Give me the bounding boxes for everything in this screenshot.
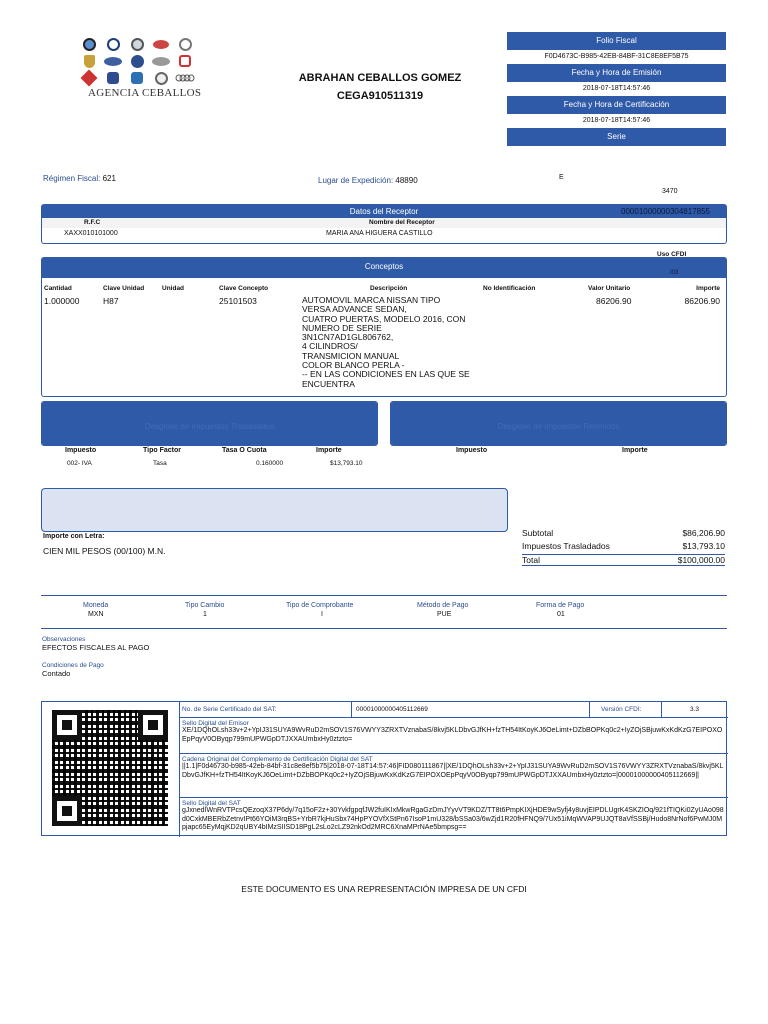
total-label: Total (522, 555, 540, 565)
metodo-pago-label: Método de Pago (417, 602, 469, 609)
payment-info (41, 595, 727, 629)
receptor-name: MARIA ANA HIGUERA CASTILLO (326, 230, 433, 237)
vw-logo-icon (102, 36, 124, 52)
conceptos-header (42, 258, 726, 278)
issuer-rfc: CEGA910511319 (336, 90, 424, 102)
regimen-fiscal (43, 174, 116, 183)
lugar-label: Lugar de Expedición: (318, 176, 394, 185)
volvo-logo-icon (126, 36, 148, 52)
observaciones-value: EFECTOS FISCALES AL PAGO (42, 643, 150, 652)
col-descripcion: Descripción (370, 285, 408, 292)
traslados-col-importe: Importe (316, 447, 342, 454)
subtotal-label: Subtotal (522, 528, 554, 538)
col-clave-concepto: Clave Concepto (219, 285, 269, 292)
tipo-comprobante-label: Tipo de Comprobante (286, 602, 354, 609)
totals-panel (522, 528, 725, 566)
desc-line: VERSA ADVANCE SEDAN, (302, 304, 407, 315)
folio-fiscal-value: F0D4673C-B985-42EB-84BF-31C8E8EF5B75 (544, 53, 689, 60)
col-valor-unitario: Valor Unitario (588, 285, 631, 292)
tipo-cambio-label: Tipo Cambio (185, 602, 225, 609)
serie-label: Serie (507, 128, 726, 146)
condiciones-label: Condiciones de Pago (42, 662, 104, 669)
lugar-expedicion (318, 176, 418, 185)
rfc-label: R.F.C (84, 219, 101, 226)
folio-fiscal-label: Folio Fiscal (507, 32, 726, 50)
col-no-identificacion: No Identificación (483, 285, 536, 292)
version-cfdi-label: Versión CFDI: (601, 706, 642, 713)
receptor-title: Datos del Receptor (349, 207, 419, 216)
footer-note: ESTE DOCUMENTO ES UNA REPRESENTACIÓN IMPRESA DE UN CFDI (241, 884, 527, 894)
mercedes-logo-icon (174, 36, 196, 52)
folio-number: 3470 (662, 188, 678, 195)
desc-line: TRANSMICION MANUAL (302, 350, 400, 361)
moneda-label: Moneda (83, 602, 109, 609)
tipo-letter: E (559, 174, 564, 181)
uso-cfdi-value: I03 (670, 270, 679, 276)
brand-logos (78, 36, 201, 99)
bmw-logo-icon (78, 36, 100, 52)
brand-logo-icon (150, 36, 172, 52)
peugeot-logo-icon (150, 70, 172, 86)
observaciones-label: Observaciones (42, 636, 86, 643)
col-cantidad: Cantidad (44, 285, 72, 292)
impuestos-value: $13,793.10 (682, 541, 725, 551)
brand-logo-icon (126, 53, 148, 69)
total-value: $100,000.00 (677, 555, 725, 565)
observaciones (42, 636, 149, 652)
audi-logo-icon (174, 70, 196, 86)
sat-serie-cert-value: 00001000000405112669 (356, 706, 428, 713)
lugar-value: 48890 (395, 176, 418, 185)
fecha-emision-value: 2018-07-18T14:57:46 (582, 85, 651, 92)
sello-sat-label: Sello Digital del SAT (182, 800, 241, 807)
row-clave-concepto: 25101503 (219, 296, 257, 306)
col-clave-unidad: Clave Unidad (103, 285, 145, 292)
retenidos-title: Desglose de Impuestos Retenidos (391, 416, 726, 446)
seat-logo-icon (174, 53, 196, 69)
traslados-col-tasa: Tasa O Cuota (222, 447, 267, 454)
cadena-label: Cadena Original del Complemento de Certificación Digital del SAT (182, 756, 373, 763)
receptor-header (42, 205, 726, 218)
subtotal-value: $86,206.90 (682, 528, 725, 538)
ford-logo-icon (102, 53, 124, 69)
fecha-cert-value: 2018-07-18T14:57:46 (582, 117, 651, 124)
importe-letra: CIEN MIL PESOS (00/100) M.N. (43, 546, 166, 556)
traslados-table (41, 447, 378, 471)
sello-emisor (182, 720, 724, 744)
retenidos-table (390, 447, 727, 459)
impuestos-row (522, 541, 725, 554)
row-cantidad: 1.000000 (44, 296, 80, 306)
impuestos-label: Impuestos Trasladados (522, 541, 610, 551)
regimen-value: 621 (102, 174, 116, 183)
col-importe: Importe (696, 285, 720, 292)
fecha-emision-label: Fecha y Hora de Emisión (507, 64, 726, 82)
tipo-cambio-value: 1 (203, 611, 207, 618)
brand-logo-icon (126, 70, 148, 86)
metodo-pago-value: PUE (437, 611, 452, 618)
row-valor-unitario: 86206.90 (596, 296, 632, 306)
cadena-original (182, 756, 724, 780)
receptor-section (41, 204, 727, 244)
desc-line: ENCUENTRA (302, 378, 355, 389)
conceptos-title: Conceptos (364, 262, 404, 271)
agency-name: AGENCIA CEBALLOS (88, 87, 202, 99)
uso-cfdi-label: Uso CFDI (657, 251, 687, 258)
cadena-value: ||1.1|F0d46730-b985-42eb-84bf-31c8e8ef5b75|2018-07-18T14:57:46|FID080111867||XE/1DQhOLsh33v+2+YpIJ31SUYA9WvRuD2mSOV1S76VWYY3ZRXTVznabaS/8kvj5KLDbvGJfKH+fzTH54ItKoyKJ6OeLimt+DZbBOPKq0c2+IyZOjSBjuwKxKdKzG7EIPOXOEpPqyV0OByqp799mUPWGpDTJXXAUmbxHy0ztzto=|00001000000405112669|| (182, 763, 724, 779)
receptor-rfc: XAXX010101000 (64, 230, 118, 237)
condiciones-value: Contado (42, 669, 71, 678)
notes-box (41, 488, 508, 532)
subtotal-row (522, 528, 725, 541)
receptor-cert-number: 00001000000304817855 (621, 207, 710, 216)
traslados-col-impuesto: Impuesto (65, 447, 97, 454)
mitsubishi-logo-icon (78, 70, 100, 86)
traslados-row-impuesto: 002- IVA (67, 460, 92, 467)
desc-line: 4 CILINDROS/ (302, 341, 358, 352)
conceptos-section (41, 257, 727, 397)
brand-logo-icon (102, 70, 124, 86)
desc-line: 3N1CN7AD1GL806762, (302, 332, 394, 343)
version-cfdi-value: 3.3 (690, 706, 700, 713)
sat-cert-row (179, 702, 728, 718)
receptor-name-label: Nombre del Receptor (369, 219, 435, 226)
importe-letra-label: Importe con Letra: (43, 533, 105, 540)
regimen-label: Régimen Fiscal: (43, 174, 101, 183)
desc-line: AUTOMOVIL MARCA NISSAN TIPO (302, 295, 441, 305)
sello-sat-value: gJxnedIWnRVTPcsQEzoqX37P6dy/7q15oF2z+30YvkfgpqfJW2fuIKIxMkwRgaGzDmJYyvVT9KDZ/TT8t6PmpKIXjHDE9wSyfj4y8uvjEIPDLUgrK4SKZIOq/921fTIQKi0ZyUAo098d0CxkMBERbZetnvIPt66YOiM3rqBS+YrbR7kjHuSbx74HpPYOVfXStPn67IsoP1mU328/bSSa03/6wZjd1R20fHFNQ9/7Ux51iMqWVAP9UJQT8aVfSSBj/Hudo8NrNof6PwMJ0Mpjapc65EyMqjKD2qUBY4bIMzSIISD18PgL2sLo2cLZ92nkOd2MRC6XnaMPrNAe5bmpsg== (182, 807, 724, 831)
sello-emisor-label: Sello Digital del Emisor (182, 720, 249, 727)
fiscal-info-panel (507, 32, 726, 146)
retenidos-box (390, 401, 727, 446)
retenidos-col-importe: Importe (622, 447, 648, 454)
traslados-box (41, 401, 378, 446)
retenidos-col-impuesto: Impuesto (456, 447, 488, 454)
forma-pago-value: 01 (557, 611, 565, 618)
traslados-row-tipo-factor: Tasa (153, 460, 167, 467)
fecha-cert-label: Fecha y Hora de Certificación (507, 96, 726, 114)
row-descripcion (302, 296, 492, 389)
forma-pago-label: Forma de Pago (536, 602, 585, 609)
traslados-row-tasa: 0.160000 (256, 460, 284, 467)
desc-line: NUMERO DE SERIE (302, 322, 382, 333)
sat-block (41, 701, 727, 836)
tipo-comprobante-value: I (321, 611, 323, 618)
qr-code (52, 710, 168, 826)
sat-serie-cert-label: No. de Serie Certificado del SAT: (182, 706, 277, 713)
traslados-row-importe: $13,793.10 (330, 460, 363, 467)
moneda-value: MXN (88, 611, 104, 618)
col-unidad: Unidad (162, 285, 185, 292)
row-importe: 86206.90 (684, 296, 720, 306)
row-clave-unidad: H87 (103, 296, 119, 306)
condiciones (42, 662, 104, 678)
traslados-col-tipo-factor: Tipo Factor (143, 447, 181, 454)
desc-line: CUATRO PUERTAS, MODELO 2016, CON (302, 313, 466, 324)
porsche-logo-icon (78, 53, 100, 69)
sello-emisor-value: XE/1DQhOLsh33v+2+YpIJ31SUYA9WvRuD2mSOV1S76VWYY3ZRXTVznabaS/8kvj5KLDbvGJfKH+fzTH54ItKoyKJ6OeLimt+DZbBOPKq0c2+IyZOjSBjuwKxKdKzG7EIPOXOEpPqyV0OByqp799mUPWGpDTJXXAUmbxHy0ztzto= (182, 727, 723, 743)
desc-line: COLOR BLANCO PERLA - (302, 360, 405, 371)
chrysler-logo-icon (150, 53, 172, 69)
issuer-name: ABRAHAN CEBALLOS GOMEZ (298, 72, 462, 84)
total-row (522, 554, 725, 566)
conceptos-column-headers (42, 278, 726, 292)
traslados-title: Desglose de Impuestos Trasladados (42, 416, 377, 446)
desc-line: -- EN LAS CONDICIONES EN LAS QUE SE (302, 369, 470, 380)
sello-sat (182, 800, 724, 833)
